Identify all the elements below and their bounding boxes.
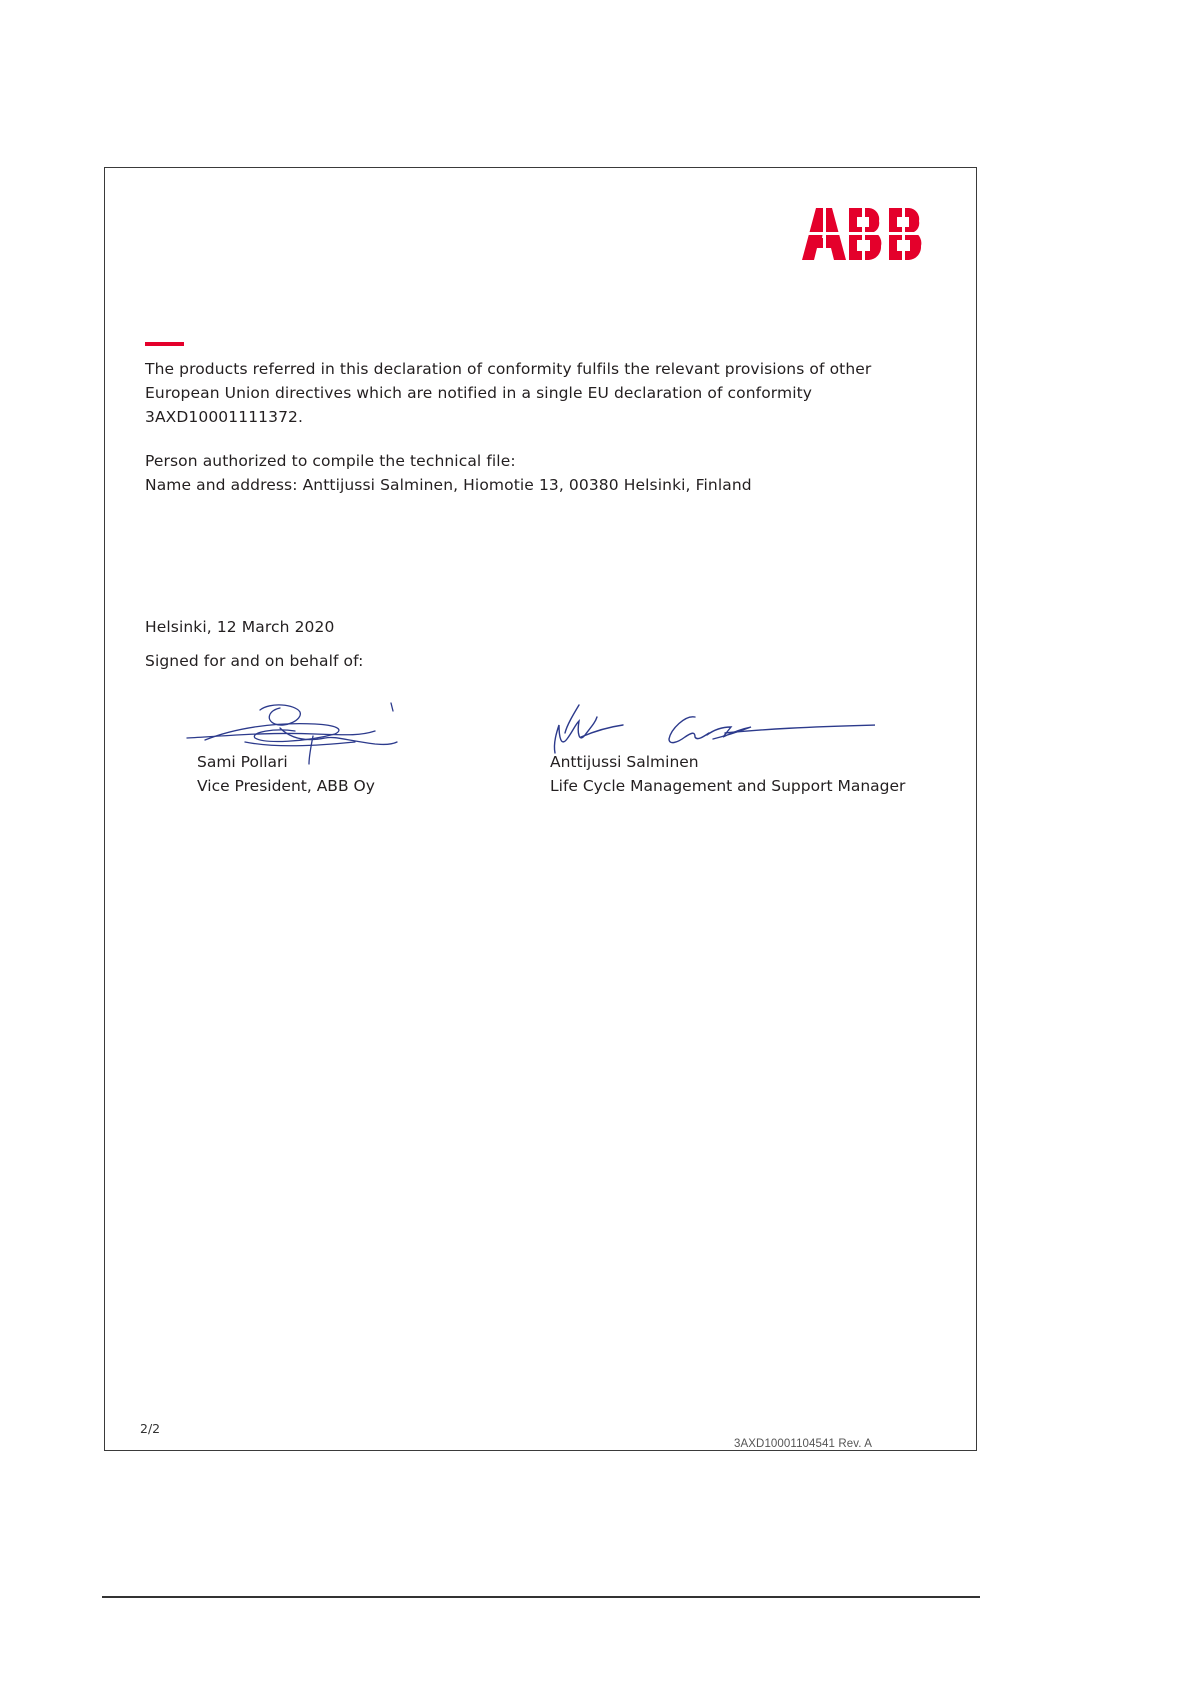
declaration-line-3: 3AXD10001111372. [145,408,304,426]
page-number: 2/2 [140,1421,161,1436]
signatory-1-name: Sami Pollari [197,753,288,771]
document-frame [104,167,977,1451]
name-and-address: Name and address: Anttijussi Salminen, Hiomotie 13, 00380 Helsinki, Finland [145,476,752,494]
abb-logo [802,208,932,260]
accent-bar [145,342,184,346]
signatory-2-title: Life Cycle Management and Support Manager [550,777,906,795]
authorized-person-label: Person authorized to compile the technical file: [145,452,516,470]
place-and-date: Helsinki, 12 March 2020 [145,618,335,636]
signatory-1-title: Vice President, ABB Oy [197,777,375,795]
bottom-divider [102,1596,980,1598]
signatory-2-name: Anttijussi Salminen [550,753,699,771]
signed-on-behalf: Signed for and on behalf of: [145,652,364,670]
document-id: 3AXD10001104541 Rev. A [734,1438,872,1450]
declaration-line-2: European Union directives which are notified in a single EU declaration of conformity [145,384,813,402]
declaration-line-1: The products referred in this declaration of conformity fulfils the relevant provisions of other [145,360,872,378]
